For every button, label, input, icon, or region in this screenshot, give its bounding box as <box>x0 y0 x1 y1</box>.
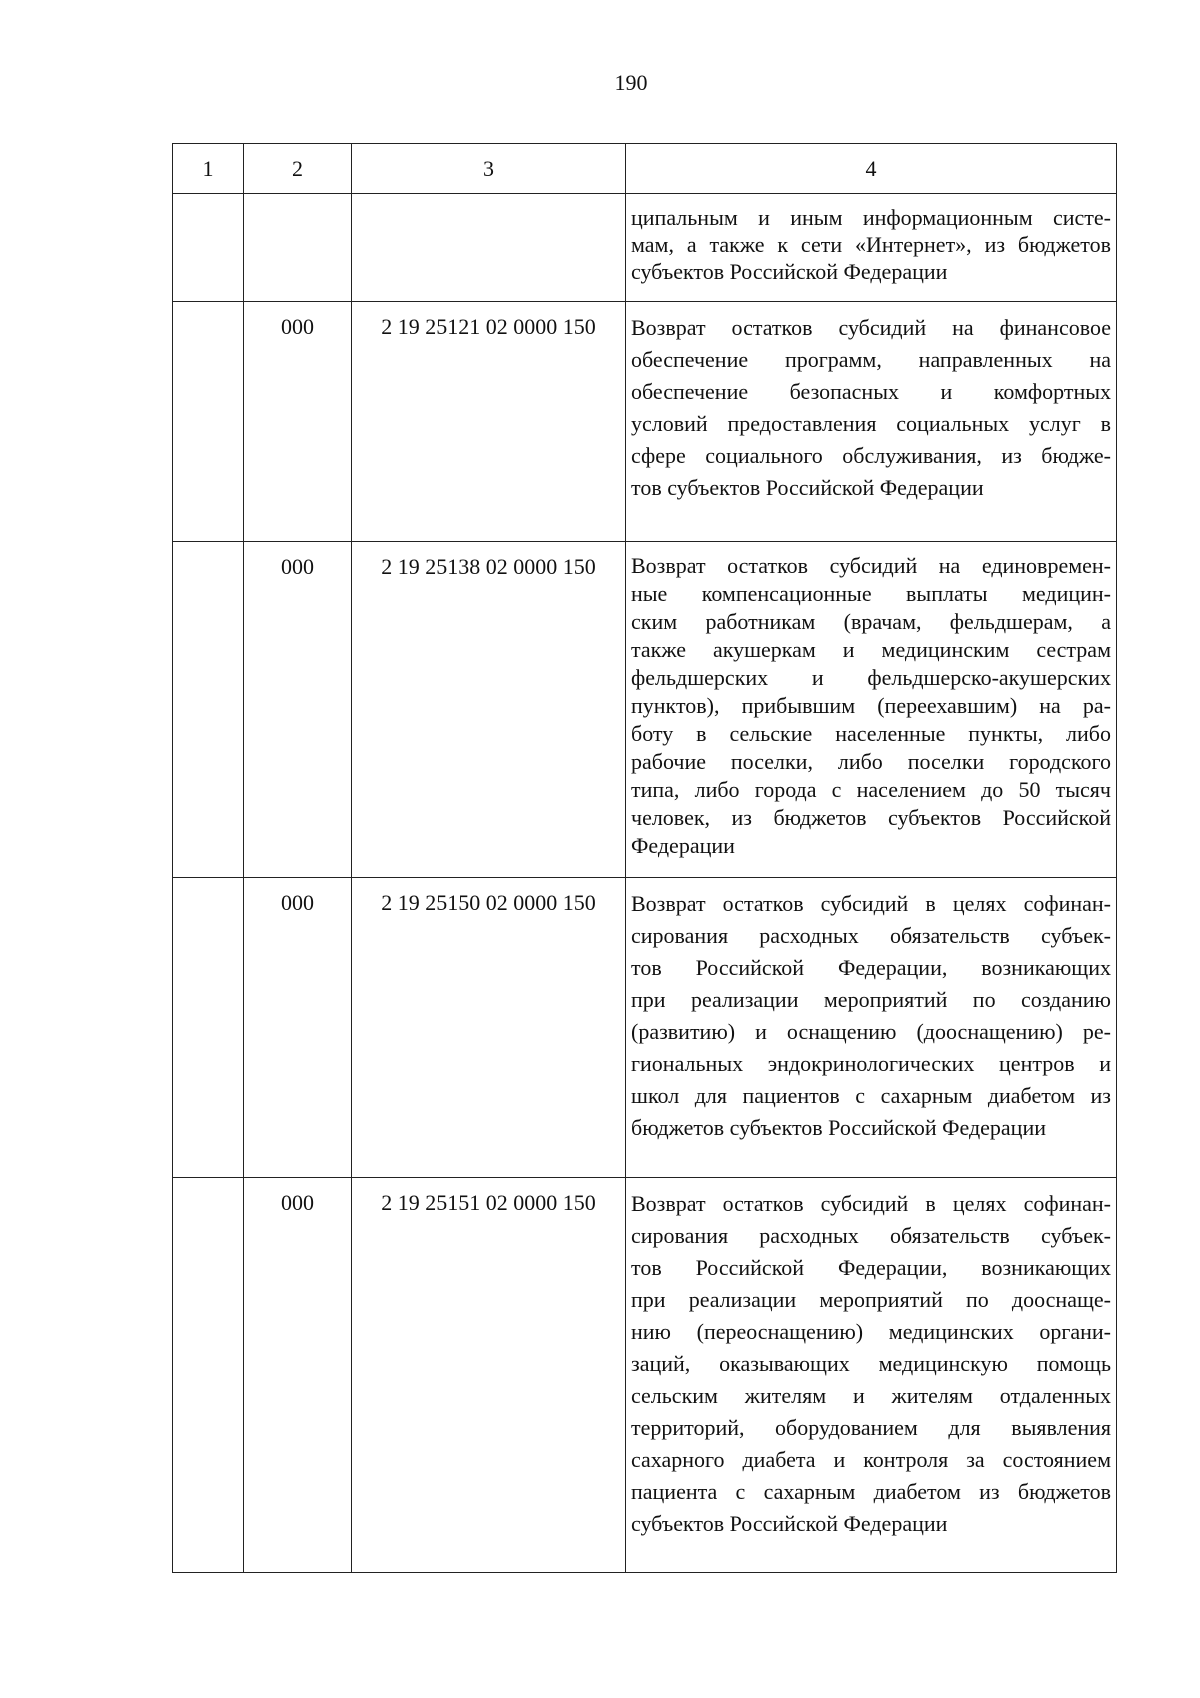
description-line: обеспечение программ, направленных на <box>631 347 1111 372</box>
cell-col-1 <box>173 194 244 302</box>
description <box>626 302 1116 514</box>
description-line: фельдшерских и фельдшерско-акушерских <box>631 665 1111 690</box>
description-line: мам, а также к сети «Интернет», из бюджетов <box>631 232 1111 257</box>
description-line: ским работникам (врачам, фельдшерам, а <box>631 609 1111 634</box>
revenue-code: 2 19 25151 02 0000 150 <box>381 1190 596 1215</box>
header-col-2: 2 <box>244 144 352 194</box>
description-line: типа, либо города с населением до 50 тысяч <box>631 777 1111 802</box>
description-line: пунктов), прибывшим (переехавшим) на ра- <box>631 693 1111 718</box>
cell-col-1 <box>173 1178 244 1573</box>
description-line: гиональных эндокринологических центров и <box>631 1051 1111 1076</box>
cell-admin-code <box>244 194 352 302</box>
description-line: заций, оказывающих медицинскую помощь <box>631 1351 1111 1376</box>
description-line: при реализации мероприятий по дооснаще- <box>631 1287 1111 1312</box>
table-row <box>173 878 1117 1178</box>
admin-code: 000 <box>281 554 314 579</box>
cell-admin-code <box>244 542 352 878</box>
description-line: обеспечение безопасных и комфортных <box>631 379 1111 404</box>
description <box>626 542 1116 870</box>
admin-code: 000 <box>281 314 314 339</box>
description-line: тов Российской Федерации, возникающих <box>631 1255 1111 1280</box>
description <box>626 194 1116 295</box>
cell-col-1 <box>173 878 244 1178</box>
description-line: сахарного диабета и контроля за состоянием <box>631 1447 1111 1472</box>
description-line: бюджетов субъектов Российской Федерации <box>631 1115 1046 1140</box>
description-line: Возврат остатков субсидий в целях софинан- <box>631 1191 1111 1216</box>
description-line: ные компенсационные выплаты медицин- <box>631 581 1111 606</box>
cell-revenue-code <box>352 878 626 1178</box>
description-line: (развитию) и оснащению (дооснащению) ре- <box>631 1019 1111 1044</box>
description-line: ципальным и иным информационным систе- <box>631 205 1111 230</box>
description-line: тов субъектов Российской Федерации <box>631 475 984 500</box>
header-row <box>173 144 1117 194</box>
description-line: боту в сельские населенные пункты, либо <box>631 721 1111 746</box>
cell-revenue-code <box>352 194 626 302</box>
cell-description <box>626 194 1117 302</box>
budget-classification-table <box>172 143 1117 1573</box>
header-col-1: 1 <box>173 144 244 194</box>
header-col-4: 4 <box>626 144 1117 194</box>
description-line: школ для пациентов с сахарным диабетом из <box>631 1083 1111 1108</box>
admin-code: 000 <box>281 1190 314 1215</box>
revenue-code: 2 19 25150 02 0000 150 <box>381 890 596 915</box>
cell-col-1 <box>173 302 244 542</box>
cell-revenue-code <box>352 1178 626 1573</box>
cell-description <box>626 302 1117 542</box>
cell-description <box>626 878 1117 1178</box>
description <box>626 1178 1116 1550</box>
header-col-3: 3 <box>352 144 626 194</box>
description-line: сирования расходных обязательств субъек- <box>631 923 1111 948</box>
description-line: условий предоставления социальных услуг в <box>631 411 1111 436</box>
cell-admin-code <box>244 878 352 1178</box>
description-line: тов Российской Федерации, возникающих <box>631 955 1111 980</box>
cell-description <box>626 542 1117 878</box>
description-line: сфере социального обслуживания, из бюдже- <box>631 443 1111 468</box>
description-line: нию (переоснащению) медицинских органи- <box>631 1319 1111 1344</box>
admin-code: 000 <box>281 890 314 915</box>
description-line: при реализации мероприятий по созданию <box>631 987 1111 1012</box>
revenue-code: 2 19 25121 02 0000 150 <box>381 314 596 339</box>
description-line: также акушеркам и медицинским сестрам <box>631 637 1111 662</box>
admin-code <box>244 194 351 204</box>
description-line: человек, из бюджетов субъектов Российской <box>631 805 1111 830</box>
cell-col-1 <box>173 542 244 878</box>
table-row <box>173 1178 1117 1573</box>
description-line: Возврат остатков субсидий в целях софинан- <box>631 891 1111 916</box>
description-line: субъектов Российской Федерации <box>631 1511 948 1536</box>
revenue-code <box>352 194 625 204</box>
description-line: Возврат остатков субсидий на финансовое <box>631 315 1111 340</box>
description-line: рабочие поселки, либо поселки городского <box>631 749 1111 774</box>
revenue-code: 2 19 25138 02 0000 150 <box>381 554 596 579</box>
cell-admin-code <box>244 1178 352 1573</box>
description-line: пациента с сахарным диабетом из бюджетов <box>631 1479 1111 1504</box>
cell-revenue-code <box>352 302 626 542</box>
page-number: 190 <box>614 70 648 95</box>
cell-revenue-code <box>352 542 626 878</box>
description-line: Возврат остатков субсидий на единовремен- <box>631 553 1111 578</box>
cell-description <box>626 1178 1117 1573</box>
description-line: сирования расходных обязательств субъек- <box>631 1223 1111 1248</box>
table-row <box>173 302 1117 542</box>
description-line: Федерации <box>631 833 735 858</box>
description <box>626 878 1116 1154</box>
description-line: сельским жителям и жителям отдаленных <box>631 1383 1111 1408</box>
description-line: субъектов Российской Федерации <box>631 259 948 284</box>
table-row <box>173 542 1117 878</box>
cell-admin-code <box>244 302 352 542</box>
description-line: территорий, оборудованием для выявления <box>631 1415 1111 1440</box>
table-row <box>173 194 1117 302</box>
